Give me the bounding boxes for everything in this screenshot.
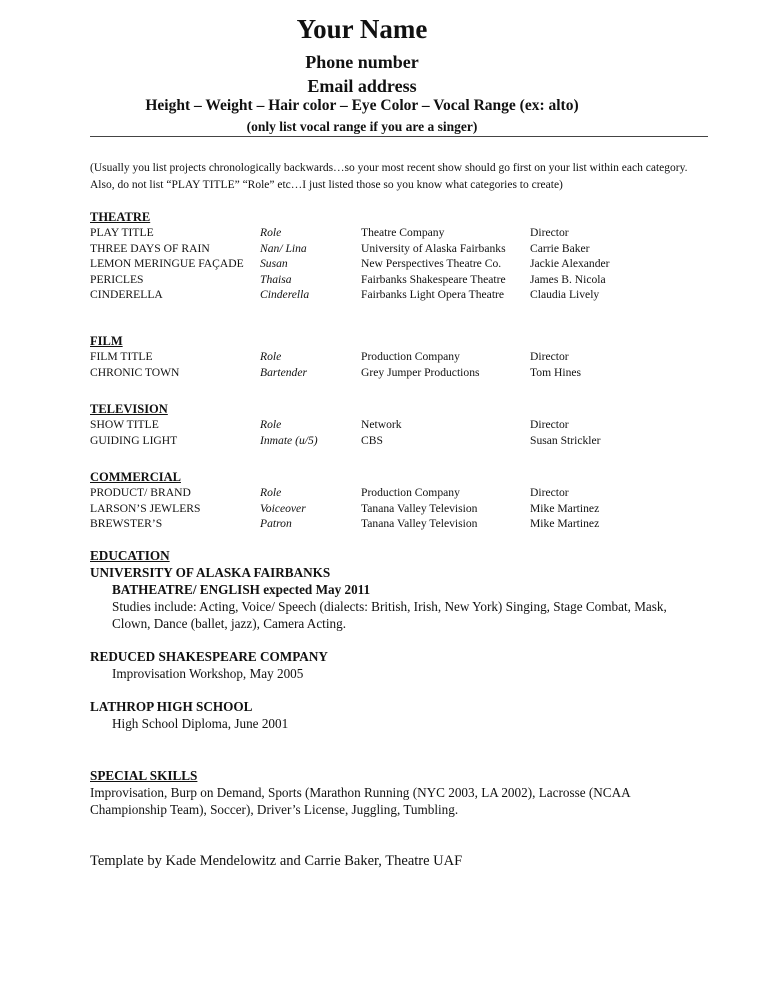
- theatre-section: [90, 209, 710, 303]
- section-title: THEATRE: [90, 210, 151, 224]
- credit-company: New Perspectives Theatre Co.: [361, 257, 502, 270]
- table-row: [90, 241, 710, 257]
- credit-company: Theatre Company: [361, 226, 445, 239]
- table-row: [90, 516, 710, 532]
- table-row: [90, 349, 710, 365]
- credit-title: THREE DAYS OF RAIN: [90, 241, 210, 255]
- credit-director: Director: [530, 350, 569, 363]
- credit-company: University of Alaska Fairbanks: [361, 241, 506, 255]
- credit-director: Tom Hines: [530, 365, 582, 379]
- skills-text: Improvisation, Burp on Demand, Sports (Marathon Running (NYC 2003, LA 2002), Lacrosse (NCAA Championship Team), Soccer), Driver’s License, Juggling, Tumbling.: [90, 785, 630, 817]
- credit-role: Cinderella: [260, 288, 310, 301]
- credit-title: SHOW TITLE: [90, 418, 159, 431]
- template-credit: Template by Kade Mendelowitz and Carrie Baker, Theatre UAF: [90, 853, 463, 869]
- credit-director: Mike Martinez: [530, 501, 600, 515]
- credit-role: Role: [260, 350, 282, 363]
- school-name: LATHROP HIGH SCHOOL: [90, 699, 253, 714]
- education-section: [90, 547, 670, 732]
- table-row: [90, 501, 710, 517]
- credit-company: Network: [361, 418, 402, 431]
- header-divider: [90, 136, 708, 137]
- credit-company: Production Company: [361, 350, 460, 363]
- table-row: [90, 272, 710, 288]
- credit-role: Susan: [260, 257, 288, 270]
- degree: BATHEATRE/ ENGLISH expected May 2011: [112, 582, 371, 597]
- credit-company: Tanana Valley Television: [361, 501, 478, 515]
- physical-stats: Height – Weight – Hair color – Eye Color – Vocal Range (ex: alto): [145, 97, 579, 114]
- credit-director: Susan Strickler: [530, 433, 601, 447]
- credit-role: Role: [260, 486, 282, 499]
- credit-title: PRODUCT/ BRAND: [90, 486, 191, 499]
- film-section: [90, 333, 710, 380]
- credit-title: CINDERELLA: [90, 288, 163, 301]
- table-row: [90, 287, 710, 303]
- credit-title: BREWSTER’S: [90, 517, 163, 530]
- credit-director: James B. Nicola: [530, 272, 606, 286]
- credit-role: Patron: [260, 517, 292, 530]
- credit-title: LEMON MERINGUE FAÇADE: [90, 257, 244, 270]
- section-title: EDUCATION: [90, 548, 170, 563]
- school-name: REDUCED SHAKESPEARE COMPANY: [90, 649, 328, 664]
- credit-role: Role: [260, 418, 282, 431]
- credit-title: CHRONIC TOWN: [90, 365, 180, 379]
- credit-company: Production Company: [361, 486, 460, 499]
- table-row: [90, 417, 710, 433]
- credit-director: Claudia Lively: [530, 288, 600, 301]
- credit-director: Director: [530, 226, 569, 239]
- credit-company: Tanana Valley Television: [361, 517, 478, 530]
- credit-company: CBS: [361, 433, 383, 447]
- email-address: Email address: [307, 76, 417, 96]
- credit-director: Carrie Baker: [530, 241, 590, 255]
- section-title: TELEVISION: [90, 402, 168, 416]
- credit-company: Fairbanks Shakespeare Theatre: [361, 272, 506, 286]
- school-detail: High School Diploma, June 2001: [112, 716, 289, 731]
- table-row: [90, 485, 710, 501]
- applicant-name: Your Name: [296, 14, 428, 44]
- credit-title: PLAY TITLE: [90, 226, 154, 239]
- credit-role: Inmate (u/5): [260, 433, 318, 447]
- table-row: [90, 365, 710, 381]
- studies-text: Studies include: Acting, Voice/ Speech (dialects: British, Irish, New York) Singing, Stage Combat, Mask, Clown, Dance (ballet, jazz), Camera Acting.: [112, 599, 667, 631]
- credit-director: Mike Martinez: [530, 517, 600, 530]
- credit-title: LARSON’S JEWLERS: [90, 501, 201, 515]
- commercial-section: [90, 469, 710, 532]
- credit-role: Role: [260, 226, 282, 239]
- credit-role: Bartender: [260, 365, 308, 379]
- phone-number: Phone number: [305, 52, 419, 72]
- credit-director: Director: [530, 418, 569, 431]
- section-title: COMMERCIAL: [90, 470, 181, 484]
- skills-section: [90, 767, 660, 818]
- section-title: SPECIAL SKILLS: [90, 768, 198, 783]
- section-title: FILM: [90, 334, 123, 348]
- credit-director: Jackie Alexander: [530, 257, 610, 270]
- table-row: [90, 433, 710, 449]
- television-section: [90, 401, 710, 448]
- credit-title: GUIDING LIGHT: [90, 433, 178, 447]
- credit-director: Director: [530, 486, 569, 499]
- credit-company: Grey Jumper Productions: [361, 365, 480, 379]
- school-detail: Improvisation Workshop, May 2005: [112, 666, 304, 681]
- table-row: [90, 256, 710, 272]
- credit-role: Thaisa: [260, 272, 292, 286]
- credit-title: PERICLES: [90, 272, 144, 286]
- credit-role: Voiceover: [260, 501, 306, 515]
- intro-note: (Usually you list projects chronologically backwards…so your most recent show should go first on your list within each category. Also, do not list “PLAY TITLE” “Role” etc…I just listed those so you know what categories to create): [90, 162, 688, 191]
- credit-role: Nan/ Lina: [260, 241, 307, 255]
- credit-company: Fairbanks Light Opera Theatre: [361, 288, 505, 301]
- school-name: UNIVERSITY OF ALASKA FAIRBANKS: [90, 565, 331, 580]
- vocal-range-note: (only list vocal range if you are a singer): [246, 119, 478, 134]
- table-row: [90, 225, 710, 241]
- credit-title: FILM TITLE: [90, 350, 153, 363]
